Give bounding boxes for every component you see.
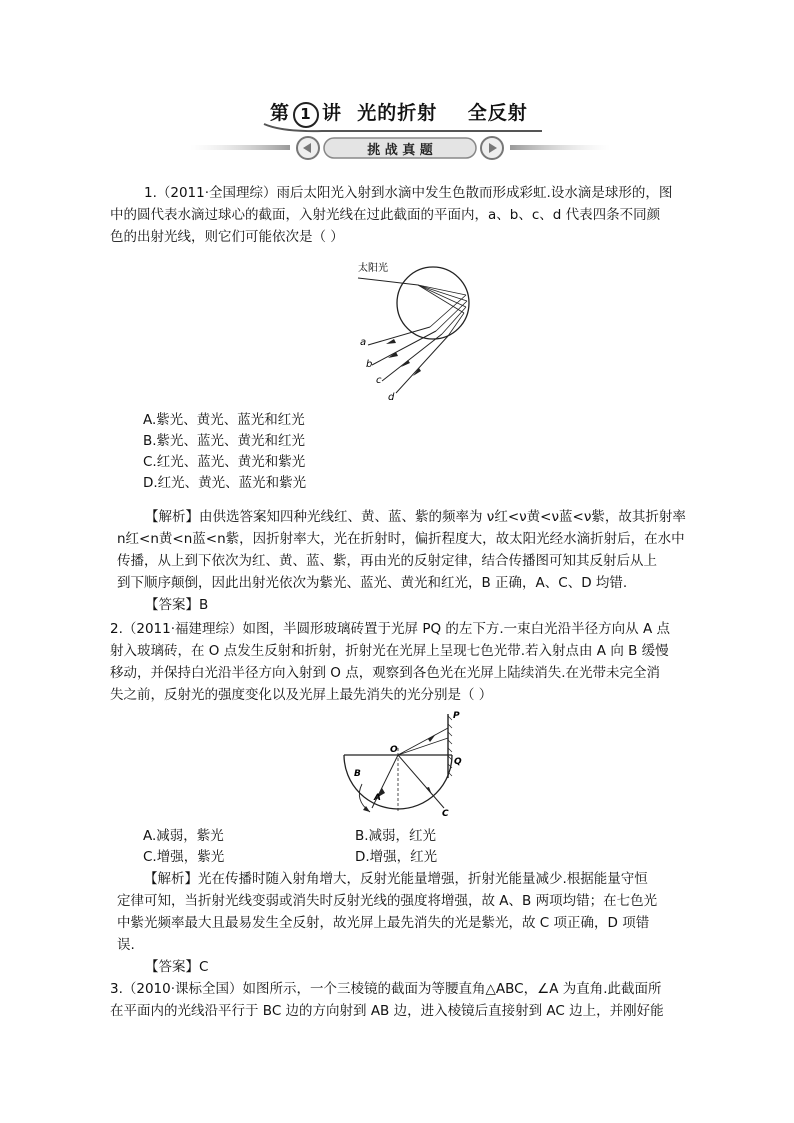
raindrop-figure [350,255,480,405]
q2-option-c: C.增强，紫光 [143,849,225,865]
banner-label: 挑 战 真 题 [367,143,433,158]
fig1-label-c: c [376,375,382,386]
q2-option-b: B.减弱，红光 [355,828,437,844]
q1-stem-line2: 中的圆代表水滴过球心的截面，入射光线在过此截面的平面内，a、b、c、d 代表四条不同颜 [110,207,661,223]
q1-option-d: D.红光、黄光、蓝光和紫光 [143,475,307,491]
q3-stem-line2: 在平面内的光线沿平行于 BC 边的方向射到 AB 边，进入棱镜后直接射到 AC 边上，并刚好能 [110,1003,664,1019]
title-suffix: 讲 光的折射 全反射 [322,102,528,124]
fig2-label-P: P [453,711,460,721]
lesson-number-badge: 1 [293,102,319,128]
q2-analysis-line4: 误. [117,937,135,953]
q2-analysis-line2: 定律可知，当折射光线变弱或消失时反射光线的强度将增强，故 A、B 两项均错；在七色光 [117,893,658,909]
q1-answer: 【答案】B [145,597,209,613]
fig2-label-A: A [374,793,381,803]
q2-stem-line4: 失之前，反射光的强度变化以及光屏上最先消失的光分别是（ ） [110,687,493,703]
fig2-label-B: B [354,769,361,779]
q1-analysis-line1: 【解析】由供选答案知四种光线红、黄、蓝、紫的频率为 ν红<ν黄<ν蓝<ν紫，故其折射率 [145,509,686,525]
q1-option-c: C.红光、蓝光、黄光和紫光 [143,454,306,470]
fig2-label-C: C [442,809,449,819]
fig1-label-a: a [360,337,367,348]
q2-option-a: A.减弱，紫光 [143,828,224,844]
q3-stem-line1: 3.（2010·课标全国）如图所示，一个三棱镜的截面为等腰直角△ABC，∠A 为直角.此截面所 [110,981,662,997]
fig1-label-d: d [388,392,395,403]
q1-stem-line3: 色的出射光线，则它们可能依次是（ ） [110,229,344,245]
glass-semicircle-figure [336,708,466,820]
fig2-label-Q: Q [454,757,462,767]
q2-stem-line3: 移动，并保持白光沿半径方向入射到 O 点，观察到各色光在光屏上陆续消失.在光带未完全消 [110,665,660,681]
q1-analysis-line2: n红<n黄<n蓝<n紫，因折射率大，光在折射时，偏折程度大，故太阳光经水滴折射后，在水中 [117,531,685,547]
q1-analysis-line3: 传播，从上到下依次为红、黄、蓝、紫，再由光的反射定律，结合传播图可知其反射后从上 [117,553,657,569]
q2-analysis-line1: 【解析】光在传播时随入射角增大，反射光能量增强，折射光能量减少.根据能量守恒 [144,871,648,887]
q2-analysis-line3: 中紫光频率最大且最易发生全反射，故光屏上最先消失的光是紫光，故 C 项正确，D 项错 [117,915,650,931]
q2-answer: 【答案】C [145,959,209,975]
fig1-sunlight-label: 太阳光 [358,263,388,274]
q1-option-b: B.紫光、蓝光、黄光和红光 [143,433,306,449]
q1-option-a: A.紫光、黄光、蓝光和红光 [143,412,305,428]
q1-stem-line1: 1.（2011·全国理综）雨后太阳光入射到水滴中发生色散而形成彩虹.设水滴是球形的，图 [144,185,673,201]
title-prefix: 第 [270,102,291,124]
fig1-label-b: b [366,359,373,370]
q2-option-d: D.增强，红光 [355,849,438,865]
q2-stem-line1: 2.（2011·福建理综）如图，半圆形玻璃砖置于光屏 PQ 的左下方.一束白光沿半径方向从 A 点 [110,621,670,637]
title-underline [262,120,552,134]
fig2-label-O: O [390,745,398,755]
q1-analysis-line4: 到下顺序颠倒，因此出射光依次为紫光、蓝光、黄光和红光，B 正确，A、C、D 均错. [117,575,628,591]
q2-stem-line2: 射入玻璃砖，在 O 点发生反射和折射，折射光在光屏上呈现七色光带.若入射点由 A 向 B 缓慢 [110,643,669,659]
